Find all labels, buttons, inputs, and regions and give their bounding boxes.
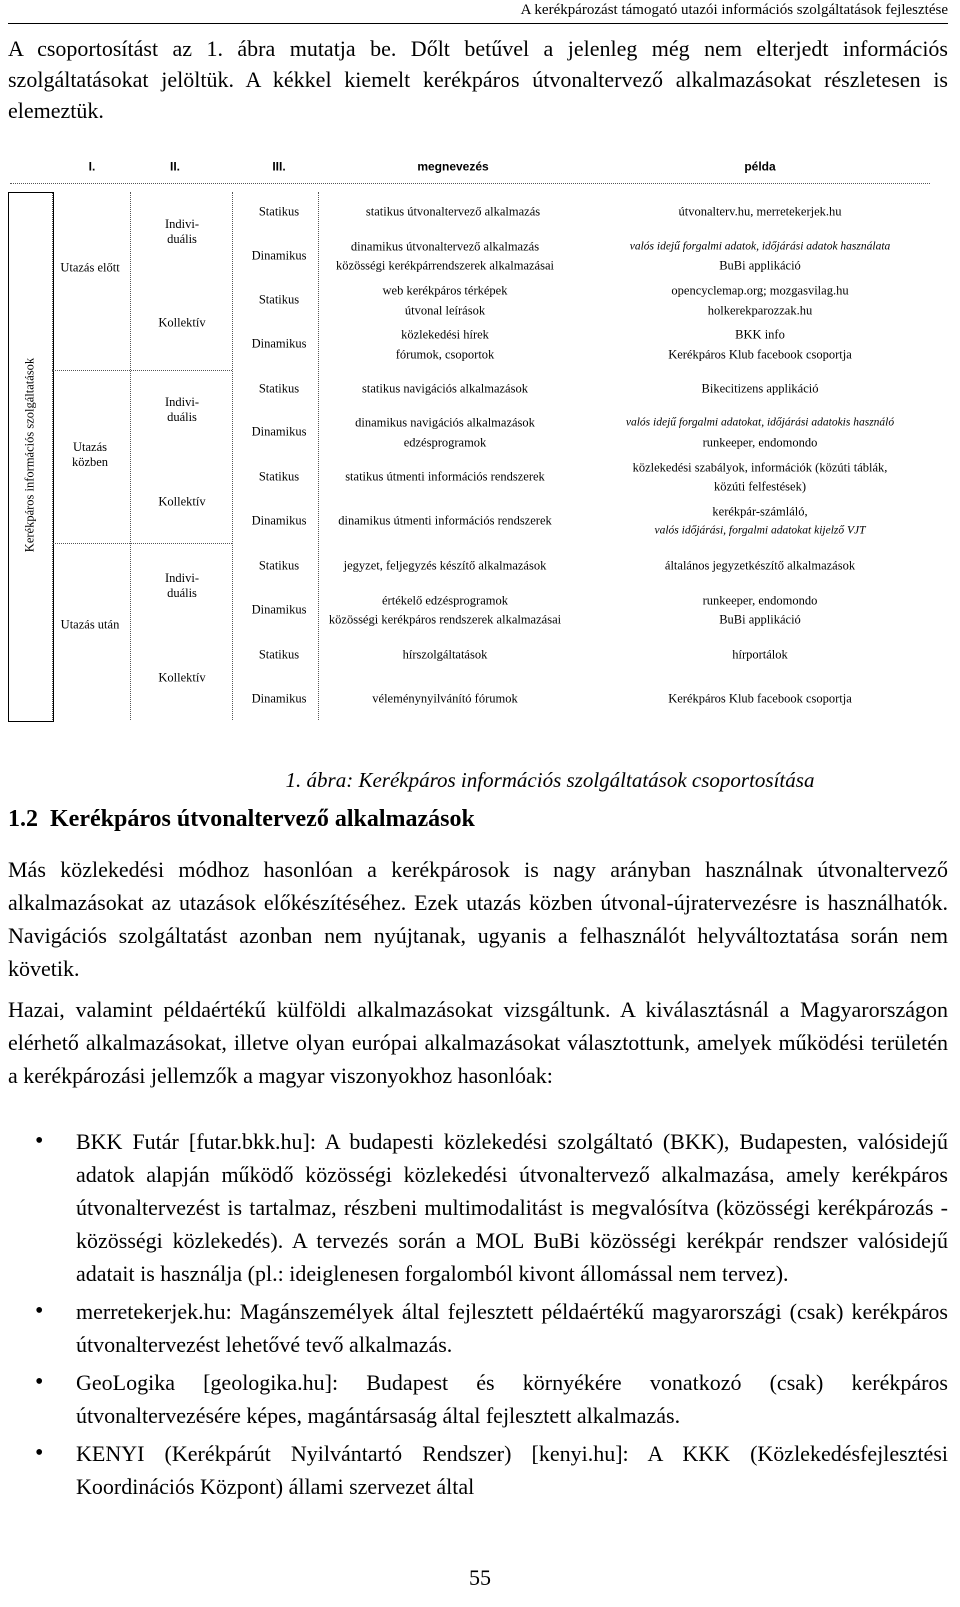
type-static: Statikus bbox=[258, 204, 300, 219]
classification-diagram bbox=[0, 0, 960, 760]
service-example: runkeeper, endomondo bbox=[702, 593, 818, 608]
service-example: valós idejű forgalmi adatokat, időjárási adatokis használó bbox=[625, 416, 895, 429]
col-divider bbox=[130, 192, 131, 720]
list-item: • BKK Futár [futar.bkk.hu]: A budapesti közlekedési szolgáltató (BKK), Budapesten, valósidejű adatok alapján működő közösségi közlekedési útvonaltervező alkalmazása, amely kerékpáros útvonaltervezést is tartalmaz, részbeni multimodalitást is megvalósítva (közösségi kerékpározás - közösségi közlekedés). A tervezés során a MOL BuBi közösségi kerékpár rendszer valósidejű adatait is használja (pl.: ideiglenesen forgalomból kivont állomással nem tervez). bbox=[8, 1125, 948, 1290]
service-example: valós idejű forgalmi adatok, időjárási adatok használata bbox=[629, 240, 891, 253]
type-dynamic: Dinamikus bbox=[251, 336, 307, 351]
service-example: BKK info bbox=[735, 327, 785, 342]
service-name: értékelő edzésprogramok bbox=[382, 593, 508, 608]
type-static: Statikus bbox=[258, 558, 300, 573]
service-example: Bikecitizens applikáció bbox=[701, 381, 819, 396]
body-paragraph: Hazai, valamint példaértékű külföldi alkalmazásokat vizsgáltunk. A kiválasztásnál a Magyarországon elérhető alkalmazásokat, illetve olyan európai alkalmazásokat választottunk, amelyek működési területén a kerékpározási jellemzők a magyar viszonyokhoz hasonlóak: bbox=[8, 997, 948, 1088]
service-name: közlekedési hírek bbox=[401, 327, 489, 342]
service-name: közösségi kerékpárrendszerek alkalmazásai bbox=[336, 258, 554, 273]
group-collective: Kollektív bbox=[158, 670, 206, 685]
col-divider bbox=[232, 192, 233, 720]
service-name: útvonal leírások bbox=[404, 303, 486, 318]
col-header-2: II. bbox=[169, 159, 181, 174]
service-example: BuBi applikáció bbox=[719, 612, 801, 627]
service-name: dinamikus navigációs alkalmazások bbox=[355, 415, 535, 430]
phase-separator bbox=[52, 543, 232, 544]
service-name: statikus útvonaltervező alkalmazás bbox=[365, 204, 541, 219]
service-name: közösségi kerékpáros rendszerek alkalmazásai bbox=[328, 612, 562, 627]
list-item: • GeoLogika [geologika.hu]: Budapest és környékére vonatkozó (csak) kerékpáros útvonaltervezésére képes, magántársaság által fejlesztett alkalmazás. bbox=[8, 1366, 948, 1432]
service-example: runkeeper, endomondo bbox=[702, 435, 818, 450]
service-name: statikus navigációs alkalmazások bbox=[362, 381, 528, 396]
service-name: edzésprogramok bbox=[403, 435, 487, 450]
service-example: közlekedési szabályok, információk (közúti táblák, bbox=[632, 460, 888, 475]
type-static: Statikus bbox=[258, 469, 300, 484]
service-name: fórumok, csoportok bbox=[395, 347, 495, 362]
section-heading bbox=[8, 806, 475, 833]
group-individual: Indivi-duális bbox=[164, 571, 200, 600]
service-example: opencyclemap.org; mozgasvilag.hu bbox=[671, 283, 849, 298]
page-number: 55 bbox=[469, 1565, 491, 1590]
col-divider bbox=[318, 192, 319, 720]
list-item: • KENYI (Kerékpárút Nyilvántartó Rendszer) [kenyi.hu]: A KKK (Közlekedésfejlesztési Koordinációs Központ) állami szervezet által bbox=[8, 1437, 948, 1503]
service-example: kerékpár-számláló, bbox=[712, 504, 808, 519]
header-rule bbox=[10, 183, 930, 184]
phase-before: Utazás előtt bbox=[60, 260, 120, 275]
service-example: BuBi applikáció bbox=[719, 258, 801, 273]
service-name: statikus útmenti információs rendszerek bbox=[345, 469, 545, 484]
phase-separator bbox=[52, 370, 232, 371]
root-label: Kerékpáros információs szolgáltatások bbox=[22, 357, 37, 553]
service-example: általános jegyzetkészítő alkalmazások bbox=[664, 558, 856, 573]
service-name: jegyzet, feljegyzés készítő alkalmazások bbox=[343, 558, 547, 573]
phase-during: Utazás közben bbox=[71, 440, 109, 469]
body-paragraph: Más közlekedési módhoz hasonlóan a kerékpárosok is nagy arányban használnak útvonaltervező alkalmazásokat az utazások előkészítéséhez. Ezek utazás közben útvonal-újratervezésre is használhatók. Navigációs szolgáltatást azonban nem nyújtanak, ugyanis a felhasználót helyváltoztatása során nem követik. bbox=[8, 857, 948, 981]
phase-after: Utazás után bbox=[60, 617, 120, 632]
type-dynamic: Dinamikus bbox=[251, 424, 307, 439]
list-item: • merretekerjek.hu: Magánszemélyek által fejlesztett példaértékű magyarországi (csak) kerékpáros útvonaltervezést lehetővé tevő alkalmazás. bbox=[8, 1295, 948, 1361]
type-static: Statikus bbox=[258, 292, 300, 307]
group-individual: Indivi-duális bbox=[164, 395, 200, 424]
service-name: dinamikus útmenti információs rendszerek bbox=[338, 513, 552, 528]
group-collective: Kollektív bbox=[158, 494, 206, 509]
service-example: útvonalterv.hu, merretekerjek.hu bbox=[678, 204, 842, 219]
service-example: Kerékpáros Klub facebook csoportja bbox=[668, 347, 852, 362]
service-name: web kerékpáros térképek bbox=[382, 283, 508, 298]
service-example: valós időjárási, forgalmi adatokat kijelző VJT bbox=[654, 524, 866, 537]
type-static: Statikus bbox=[258, 647, 300, 662]
service-name: dinamikus útvonaltervező alkalmazás bbox=[350, 239, 540, 254]
service-example: közúti felfestések) bbox=[714, 479, 806, 494]
type-dynamic: Dinamikus bbox=[251, 513, 307, 528]
type-dynamic: Dinamikus bbox=[251, 691, 307, 706]
service-example: holkerekparozzak.hu bbox=[707, 303, 813, 318]
running-header: A kerékpározást támogató utazói információs szolgáltatások fejlesztése bbox=[8, 0, 948, 24]
section-number: 1.2 bbox=[8, 806, 38, 832]
col-header-5: példa bbox=[744, 159, 776, 174]
col-header-1: I. bbox=[88, 159, 96, 174]
group-collective: Kollektív bbox=[158, 315, 206, 330]
col-header-4: megnevezés bbox=[417, 159, 489, 174]
group-individual: Indivi-duális bbox=[164, 217, 200, 246]
intro-paragraph: A csoportosítást az 1. ábra mutatja be. Dőlt betűvel a jelenleg még nem elterjedt információs szolgáltatásokat jelöltük. A kékkel kiemelt kerékpáros útvonaltervező alkalmazásokat részletesen is elemeztük. bbox=[8, 36, 948, 123]
service-name: hírszolgáltatások bbox=[402, 647, 488, 662]
service-name: véleménynyilvánító fórumok bbox=[372, 691, 518, 706]
application-list bbox=[8, 1125, 948, 1508]
type-static: Statikus bbox=[258, 381, 300, 396]
section-title: Kerékpáros útvonaltervező alkalmazások bbox=[50, 806, 475, 832]
type-dynamic: Dinamikus bbox=[251, 602, 307, 617]
type-dynamic: Dinamikus bbox=[251, 248, 307, 263]
figure-caption: 1. ábra: Kerékpáros információs szolgáltatások csoportosítása bbox=[285, 768, 815, 792]
service-example: Kerékpáros Klub facebook csoportja bbox=[668, 691, 852, 706]
service-example: hírportálok bbox=[732, 647, 788, 662]
col-header-3: III. bbox=[272, 159, 286, 174]
